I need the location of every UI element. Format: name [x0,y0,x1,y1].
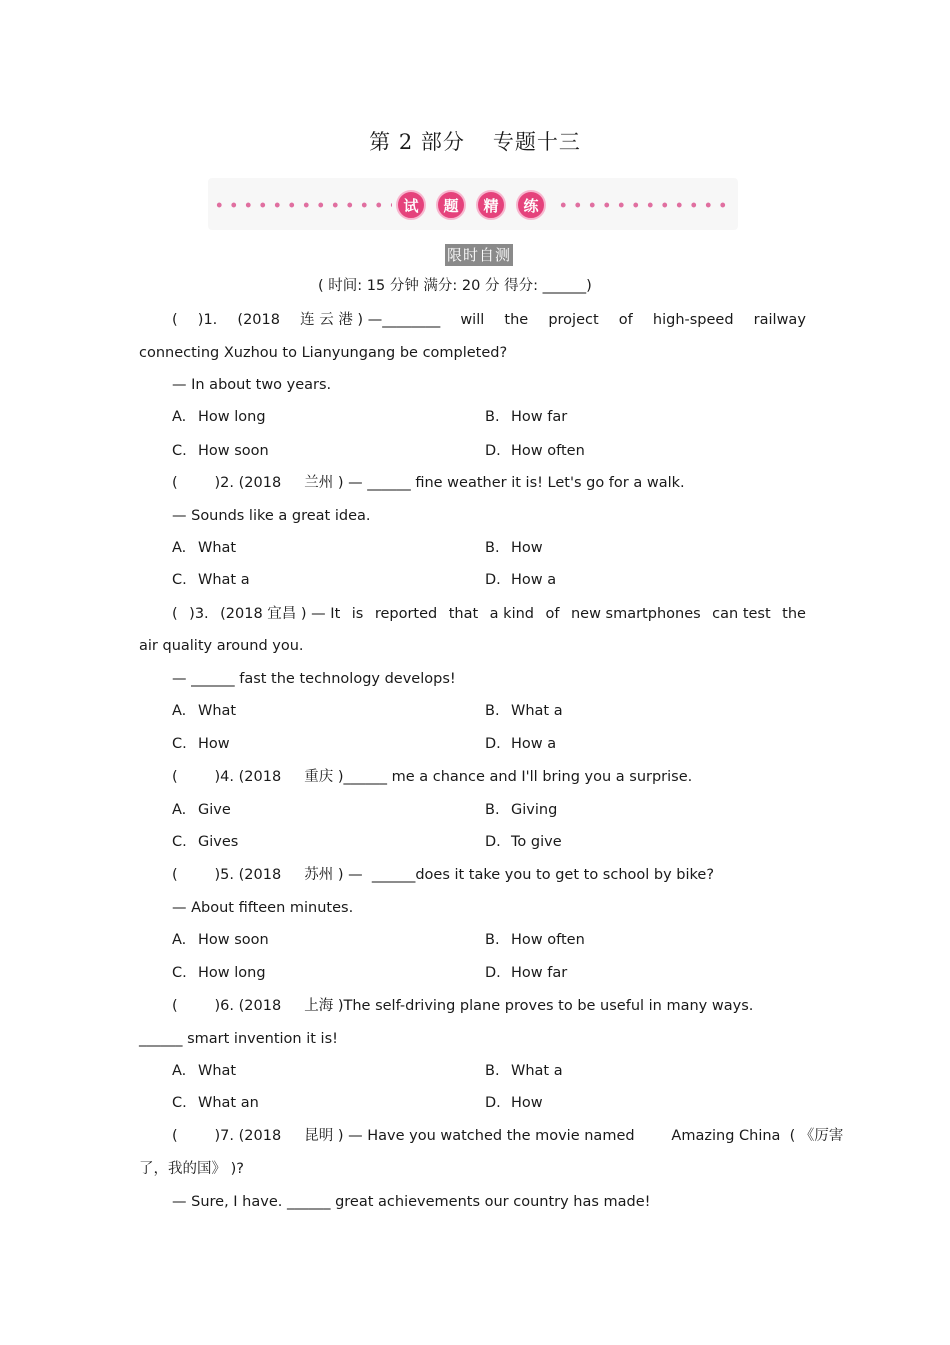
question-2-option-d[interactable]: D. How a [485,572,557,588]
question-3-option-c[interactable]: C. How [172,736,230,752]
question-3-stem: ( )3. (2018 宜昌 ) — It is reported that a kind of new smartphones can test the [172,606,806,622]
question-1-option-b[interactable]: B. How far [485,409,568,425]
question-4-option-b[interactable]: B. Giving [485,802,558,818]
question-1-answer: — In about two years. [172,377,332,393]
question-3-option-b[interactable]: B. What a [485,703,563,719]
question-4-option-a[interactable]: A. Give [172,802,231,818]
question-1-option-d[interactable]: D. How often [485,443,585,459]
question-2-option-a[interactable]: A. What [172,540,237,556]
banner-badge: 精 [476,190,506,220]
question-2-option-c[interactable]: C. What a [172,572,250,588]
question-2-option-b[interactable]: B. How [485,540,543,556]
question-2-answer: — Sounds like a great idea. [172,508,371,524]
question-7-stem: ( )7. (2018 昆明 ) — Have you watched the movie named Amazing China ( 《厉害 [172,1128,844,1144]
banner-badge: 试 [396,190,426,220]
question-3-stem-cont: air quality around you. [139,638,304,654]
part-label: 第 2 部分 [369,130,465,154]
question-5-option-d[interactable]: D. How far [485,965,568,981]
question-6-option-c[interactable]: C. What an [172,1095,259,1111]
question-3-answer: — ______ fast the technology develops! [172,671,456,687]
question-4-stem: ( )4. (2018 重庆 )______ me a chance and I'll bring you a surprise. [172,769,693,785]
question-5-stem: ( )5. (2018 苏州 ) — ______does it take you to get to school by bike? [172,867,715,883]
dot-divider-left [212,202,392,208]
banner-badge: 题 [436,190,466,220]
question-3-option-d[interactable]: D. How a [485,736,557,752]
score-line: ( 时间: 15 分钟 满分: 20 分 得分: ______) [318,278,592,294]
question-7-stem-cont: 了，我的国》 )? [139,1161,244,1177]
question-6-stem-cont: ______ smart invention it is! [139,1031,338,1047]
question-5-option-b[interactable]: B. How often [485,932,585,948]
question-1-stem: ( )1. (2018 连 云 港 ) —________ will the project of high-speed railway [172,312,806,328]
question-5-answer: — About fifteen minutes. [172,900,354,916]
question-1-option-c[interactable]: C. How soon [172,443,269,459]
question-7-answer: — Sure, I have. ______ great achievements our country has made! [172,1194,651,1210]
section-tag: 限时自测 [447,246,512,264]
section-banner [208,178,738,230]
question-6-option-d[interactable]: D. How [485,1095,543,1111]
question-6-option-a[interactable]: A. What [172,1063,237,1079]
banner-badge: 练 [516,190,546,220]
page-title [0,126,950,156]
question-5-option-a[interactable]: A. How soon [172,932,269,948]
question-2-stem: ( )2. (2018 兰州 ) — ______ fine weather it is! Let's go for a walk. [172,475,685,491]
question-6-stem: ( )6. (2018 上海 )The self-driving plane proves to be useful in many ways. [172,998,754,1014]
question-6-option-b[interactable]: B. What a [485,1063,563,1079]
question-1-option-a[interactable]: A. How long [172,409,266,425]
question-4-option-d[interactable]: D. To give [485,834,562,850]
dot-divider-right [556,202,734,208]
question-3-option-a[interactable]: A. What [172,703,237,719]
banner-badges [396,190,546,220]
topic-label: 专题十三 [492,130,581,154]
question-4-option-c[interactable]: C. Gives [172,834,239,850]
question-1-stem-cont: connecting Xuzhou to Lianyungang be completed? [139,345,508,361]
question-5-option-c[interactable]: C. How long [172,965,266,981]
